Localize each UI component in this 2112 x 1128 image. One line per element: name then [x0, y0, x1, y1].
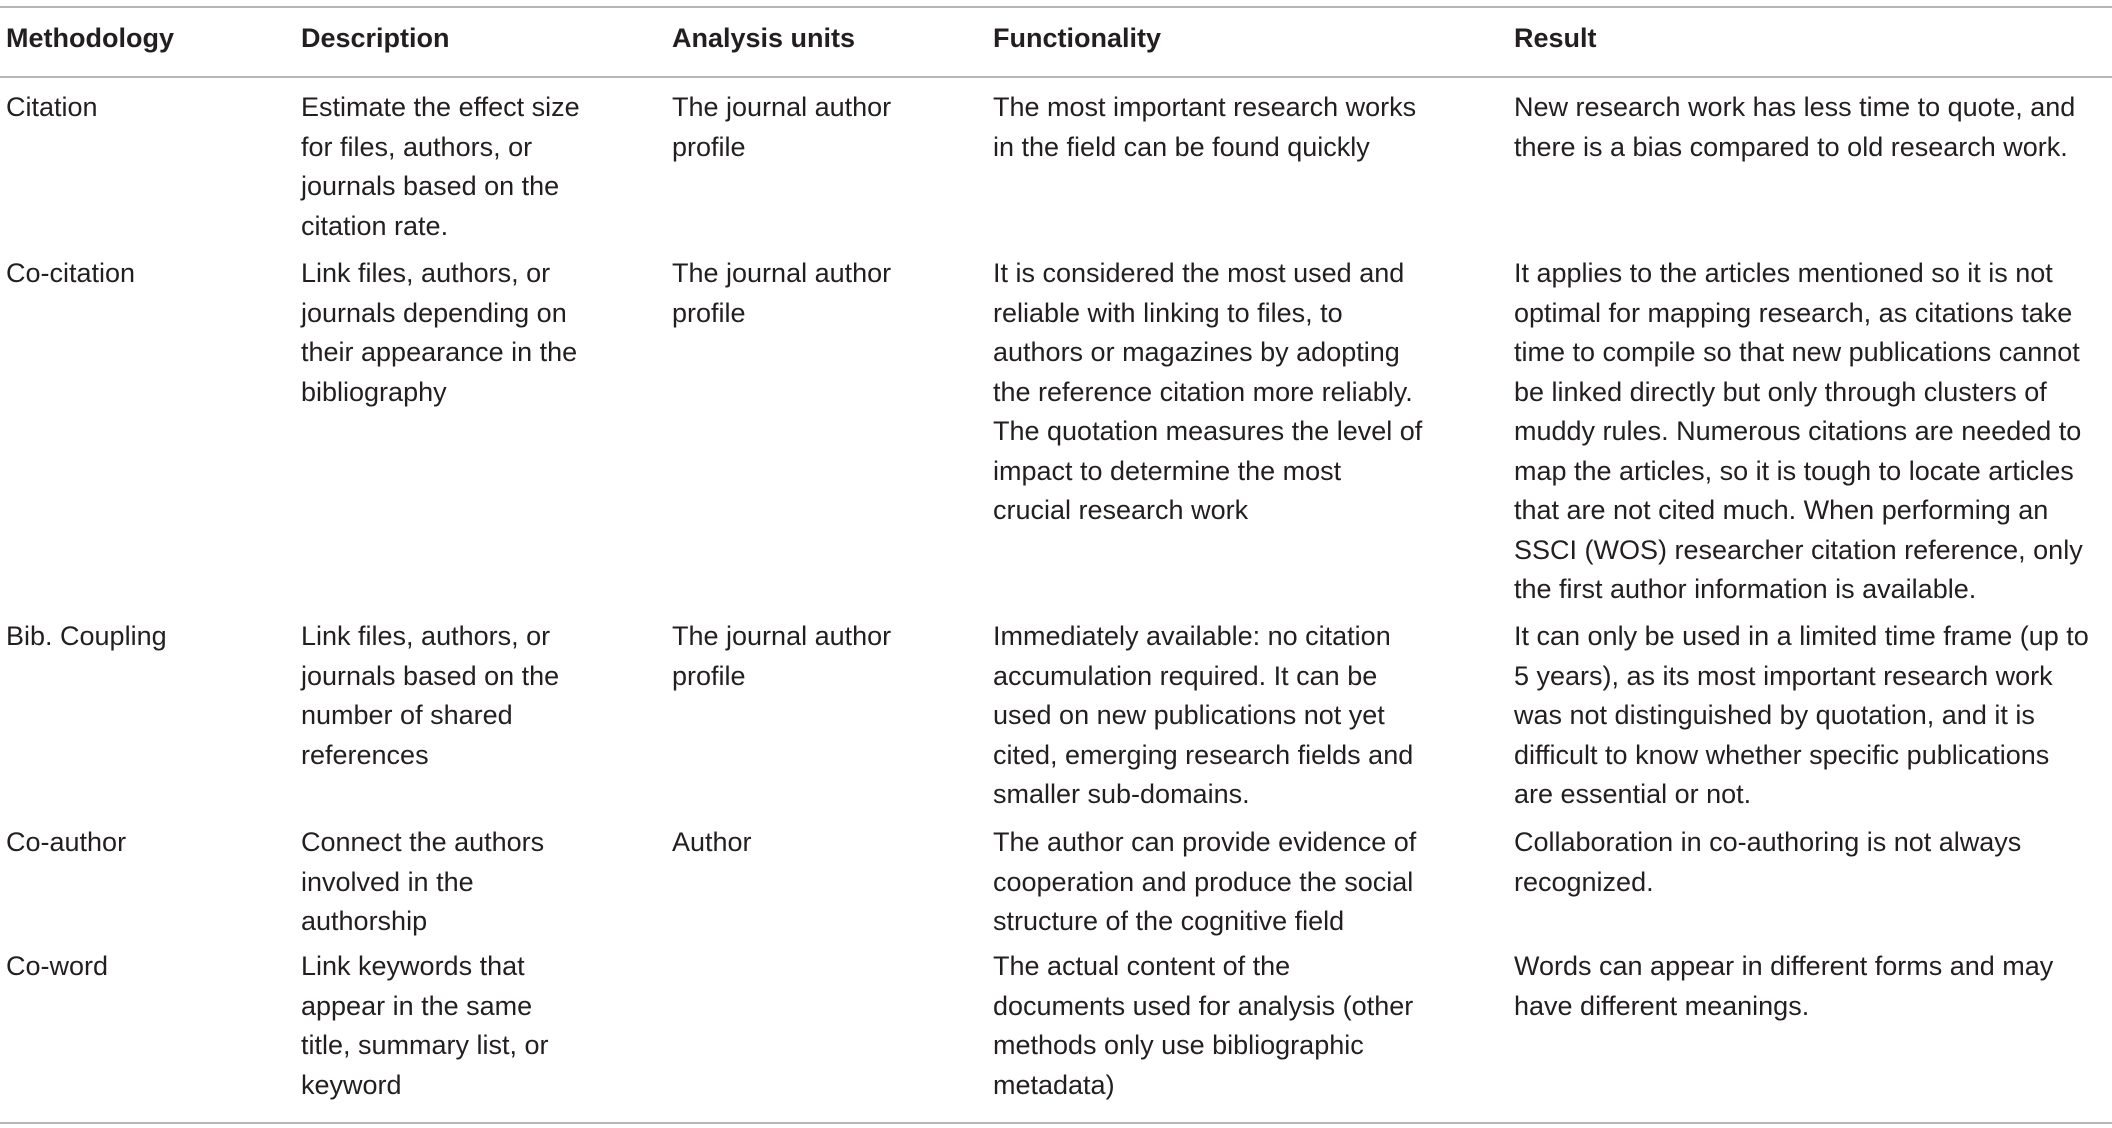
methodology-cell — [6, 254, 135, 294]
cell-text-line: involved in the — [301, 866, 474, 897]
cell-text-line: for files, authors, or — [301, 131, 533, 162]
cell-text-line: Co-author — [6, 827, 127, 857]
cell-text-line: reliable with linking to files, to — [993, 297, 1343, 328]
methodology-cell — [6, 823, 126, 863]
table-top-rule — [0, 6, 2112, 8]
cell-text-line: documents used for analysis (other — [993, 990, 1414, 1021]
cell-text-line: The actual content of the — [993, 951, 1291, 981]
cell-text-line: The most important research works — [993, 92, 1417, 122]
cell-text-line: The journal author — [672, 258, 892, 288]
cell-text-line: bibliography — [301, 376, 447, 407]
result-cell — [1514, 947, 2053, 1026]
functionality-cell — [993, 947, 1413, 1105]
description-cell — [301, 254, 577, 412]
cell-text-line: Citation — [6, 92, 98, 122]
methodology-cell — [6, 947, 108, 987]
cell-text-line: used on new publications not yet — [993, 700, 1385, 730]
methodology-table — [0, 6, 2112, 1124]
cell-text-line: The quotation measures the level of — [993, 416, 1423, 446]
cell-text-line: map the articles, so it is tough to locate articles — [1514, 455, 2074, 486]
cell-text-line: recognized. — [1514, 866, 1654, 897]
cell-text-line: 5 years), as its most important research work — [1514, 660, 2053, 691]
cell-text-line: authors or magazines by adopting — [993, 337, 1400, 367]
cell-text-line: Co-word — [6, 951, 109, 981]
cell-text-line: the first author information is available. — [1514, 574, 1977, 604]
result-cell — [1514, 617, 2089, 815]
cell-text-line: difficult to know whether specific publications — [1514, 739, 2050, 770]
description-cell — [301, 88, 580, 246]
cell-text-line: journals based on the — [301, 171, 560, 201]
cell-text-line: cooperation and produce the social — [993, 866, 1414, 897]
table-bottom-rule — [0, 1122, 2112, 1124]
cell-text-line: Author — [672, 827, 752, 857]
header-functionality: Functionality — [993, 23, 1161, 53]
result-cell — [1514, 254, 2083, 610]
header-methodology: Methodology — [6, 23, 174, 53]
cell-text-line: Connect the authors — [301, 827, 545, 857]
cell-text-line: keyword — [301, 1069, 402, 1100]
result-cell — [1514, 88, 2075, 167]
description-cell — [301, 823, 544, 942]
cell-text-line: the reference citation more reliably. — [993, 376, 1413, 407]
analysis-units-cell — [672, 823, 752, 863]
cell-text-line: muddy rules. Numerous citations are needed to — [1514, 416, 2082, 446]
cell-text-line: Immediately available: no citation — [993, 621, 1391, 651]
cell-text-line: Estimate the effect size — [301, 92, 580, 122]
description-cell — [301, 617, 559, 775]
analysis-units-cell — [672, 617, 891, 696]
cell-text-line: appear in the same — [301, 990, 533, 1021]
cell-text-line: crucial research work — [993, 495, 1249, 525]
cell-text-line: Bib. Coupling — [6, 621, 167, 651]
cell-text-line: have different meanings. — [1514, 990, 1810, 1021]
cell-text-line: in the field can be found quickly — [993, 131, 1370, 162]
cell-text-line: number of shared — [301, 700, 513, 730]
cell-text-line: The journal author — [672, 92, 892, 122]
cell-text-line: references — [301, 739, 429, 770]
cell-text-line: impact to determine the most — [993, 455, 1342, 486]
cell-text-line: Link keywords that — [301, 951, 525, 981]
cell-text-line: journals depending on — [301, 297, 567, 328]
analysis-units-cell — [672, 88, 891, 167]
functionality-cell — [993, 823, 1416, 942]
functionality-cell — [993, 88, 1416, 167]
analysis-units-cell — [672, 254, 891, 333]
cell-text-line: there is a bias compared to old research work. — [1514, 131, 2068, 162]
cell-text-line: their appearance in the — [301, 337, 578, 367]
cell-text-line: structure of the cognitive field — [993, 906, 1345, 936]
cell-text-line: are essential or not. — [1514, 779, 1752, 809]
functionality-cell — [993, 617, 1413, 815]
header-analysis-units: Analysis units — [672, 23, 856, 53]
header-description: Description — [301, 23, 450, 53]
cell-text-line: citation rate. — [301, 210, 449, 241]
cell-text-line: be linked directly but only through clusters of — [1514, 376, 2047, 407]
cell-text-line: The journal author — [672, 621, 892, 651]
methodology-cell — [6, 617, 167, 657]
cell-text-line: profile — [672, 297, 746, 328]
cell-text-line: Link files, authors, or — [301, 258, 551, 288]
cell-text-line: New research work has less time to quote, and — [1514, 92, 2076, 122]
cell-text-line: time to compile so that new publications cannot — [1514, 337, 2080, 367]
cell-text-line: Link files, authors, or — [301, 621, 551, 651]
functionality-cell — [993, 254, 1422, 531]
methodology-cell — [6, 88, 98, 128]
cell-text-line: It can only be used in a limited time frame (up to — [1514, 621, 2089, 651]
cell-text-line: smaller sub-domains. — [993, 779, 1250, 809]
result-cell — [1514, 823, 2021, 902]
cell-text-line: Words can appear in different forms and may — [1514, 951, 2054, 981]
cell-text-line: profile — [672, 131, 746, 162]
cell-text-line: optimal for mapping research, as citations take — [1514, 297, 2073, 328]
cell-text-line: journals based on the — [301, 660, 560, 691]
cell-text-line: that are not cited much. When performing an — [1514, 495, 2049, 525]
description-cell — [301, 947, 549, 1105]
cell-text-line: It is considered the most used and — [993, 258, 1405, 288]
cell-text-line: cited, emerging research fields and — [993, 739, 1414, 770]
cell-text-line: Collaboration in co-authoring is not always — [1514, 827, 2022, 857]
cell-text-line: methods only use bibliographic — [993, 1030, 1364, 1060]
header-result: Result — [1514, 23, 1597, 53]
cell-text-line: Co-citation — [6, 258, 136, 288]
cell-text-line: title, summary list, or — [301, 1030, 549, 1060]
cell-text-line: SSCI (WOS) researcher citation reference, only — [1514, 534, 2083, 565]
cell-text-line: metadata) — [993, 1069, 1115, 1100]
cell-text-line: authorship — [301, 906, 428, 936]
cell-text-line: It applies to the articles mentioned so it is not — [1514, 258, 2053, 288]
cell-text-line: was not distinguished by quotation, and it is — [1514, 700, 2035, 730]
cell-text-line: The author can provide evidence of — [993, 827, 1417, 857]
cell-text-line: profile — [672, 660, 746, 691]
cell-text-line: accumulation required. It can be — [993, 660, 1378, 691]
header-rule — [0, 76, 2112, 78]
